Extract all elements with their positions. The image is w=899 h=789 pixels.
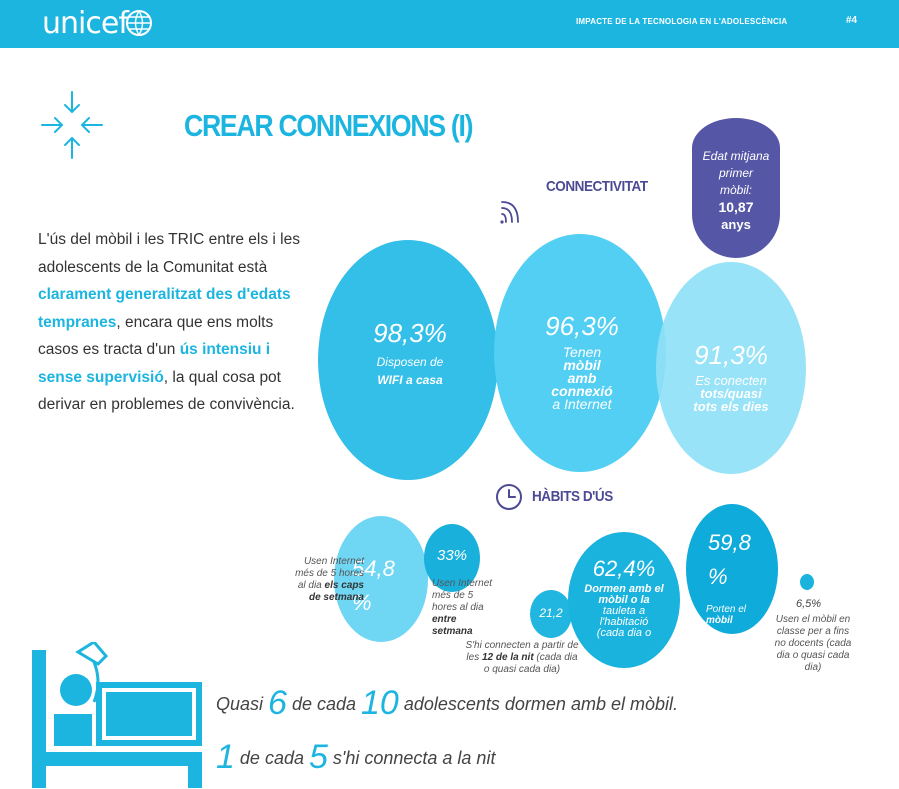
sleep-label: l'habitació (599, 616, 649, 628)
wifi-label: Disposen de (376, 355, 444, 369)
sleep-value: 62,4% (592, 556, 656, 581)
stat-text: Quasi (216, 694, 269, 714)
wifi-circle-text (330, 318, 490, 387)
wifi-label: WIFI a casa (377, 373, 443, 387)
internet-label: a Internet (552, 396, 612, 412)
age-label: primer (718, 166, 753, 180)
sleep-label: Dormen amb el (584, 583, 664, 595)
age-label: Edat mitjana (702, 149, 770, 163)
intro-text: L'ús del mòbil i les TRIC entre els i les adolescents de la Comunitat està (38, 231, 300, 276)
stat-sleep-with-phone (216, 684, 678, 723)
stat-number: 10 (361, 684, 399, 722)
stat-text: de cada (234, 748, 309, 768)
stat-number: 6 (268, 684, 287, 722)
wifi-value: 98,3% (373, 318, 447, 348)
slide-title: CREAR CONNEXIONS (I) (184, 108, 473, 143)
note-line: no docents (cada (774, 638, 852, 649)
intro-text: , encara que ens molts casos es tracta d'un (38, 313, 274, 358)
internet-label: Tenen (562, 344, 602, 360)
school-percent: % (708, 564, 728, 589)
note-line (462, 652, 582, 664)
stat-number: 1 (216, 738, 235, 776)
connectivity-label: CONNECTIVITAT (546, 178, 648, 195)
globe-icon (124, 8, 154, 38)
stat-text: adolescents dormen amb el mòbil. (398, 694, 678, 714)
daily-label: Es conecten (695, 373, 767, 388)
note-line: setmana (432, 626, 473, 637)
note-line: classe per a fins (776, 626, 850, 637)
note-bold: 12 de la nit (481, 652, 534, 663)
internet-circle-text (502, 312, 662, 411)
bed-with-phone-icon (32, 642, 202, 788)
class-use-value: 6,5% (796, 598, 822, 610)
internet-value: 96,3% (545, 311, 619, 341)
weekend-percent: % (352, 590, 372, 615)
daily-label: tots/quasi (700, 386, 762, 401)
intro-highlight: ús intensiu i sense supervisió (38, 341, 271, 386)
clock-icon (494, 482, 524, 512)
note-line: Usen Internet (303, 556, 364, 567)
note-text: les (466, 652, 482, 663)
daily-label: tots els dies (693, 399, 769, 414)
internet-label: connexió (551, 383, 613, 399)
note-line: Usen el mòbil en (775, 614, 851, 625)
internet-label: mòbil (563, 357, 601, 373)
school-number: 59,8 (708, 530, 751, 555)
note-line (264, 580, 364, 592)
note-line: dia o quasi cada (776, 650, 850, 661)
age-unit: anys (721, 217, 751, 232)
weekend-note (264, 556, 364, 604)
sleep-label: tauleta a (602, 605, 646, 617)
note-line: dia) (804, 662, 822, 673)
unicef-logo: unicef (42, 6, 128, 41)
sleep-bubble-text (572, 554, 676, 639)
converging-arrows-icon (40, 90, 104, 160)
daily-circle-text (660, 340, 802, 413)
note-line: més de 5 hores (295, 568, 364, 579)
intro-highlight: clarament generalitzat des d'edats tempranes (38, 286, 291, 331)
age-value: 10,87 (718, 199, 754, 215)
note-line: més de 5 (432, 590, 474, 601)
school-label (706, 604, 780, 626)
intro-text: , la qual cosa pot derivar en problemes de convivència. (38, 368, 295, 413)
note-text: al dia (297, 580, 325, 591)
note-line: entre (432, 614, 457, 625)
stat-text: s'hi connecta a la nit (327, 748, 496, 768)
stat-text: de cada (286, 694, 362, 714)
class-use-note (770, 614, 856, 674)
sleep-label: (cada dia o (596, 627, 652, 639)
school-value (708, 530, 751, 590)
stat-number: 5 (308, 738, 328, 776)
internet-label: amb (567, 370, 597, 386)
weekday-note (432, 578, 504, 638)
note-bold: els caps (324, 580, 364, 591)
intro-paragraph (38, 226, 306, 419)
age-bubble-text (692, 148, 780, 233)
note-line: Usen Internet (432, 578, 493, 589)
school-label-line: Porten el (706, 604, 747, 615)
sleep-label: mòbil o la (598, 594, 650, 606)
note-line: o quasi cada dia) (483, 664, 561, 675)
class-use-dot (800, 574, 814, 590)
daily-value: 91,3% (694, 340, 768, 370)
school-label-line: mòbil (706, 615, 733, 626)
page-number: #4 (846, 15, 858, 26)
note-line: hores al dia (432, 602, 484, 613)
midnight-value: 21,2 (539, 606, 563, 620)
note-line: S'hi connecten a partir de (465, 640, 579, 651)
note-line: de setmana (308, 592, 364, 603)
age-label: mòbil: (719, 183, 752, 197)
stat-connect-night (216, 738, 495, 777)
weekend-number: 54,8 (352, 556, 395, 581)
document-title: IMPACTE DE LA TECNOLOGIA EN L'ADOLESCÈNCIA (576, 17, 788, 26)
weekday-value: 33% (436, 547, 468, 564)
midnight-note (462, 640, 582, 676)
wifi-icon (498, 196, 524, 226)
note-text: (cada dia (533, 652, 578, 663)
header-bar (0, 0, 899, 48)
habits-label: HÀBITS D'ÚS (532, 488, 613, 505)
